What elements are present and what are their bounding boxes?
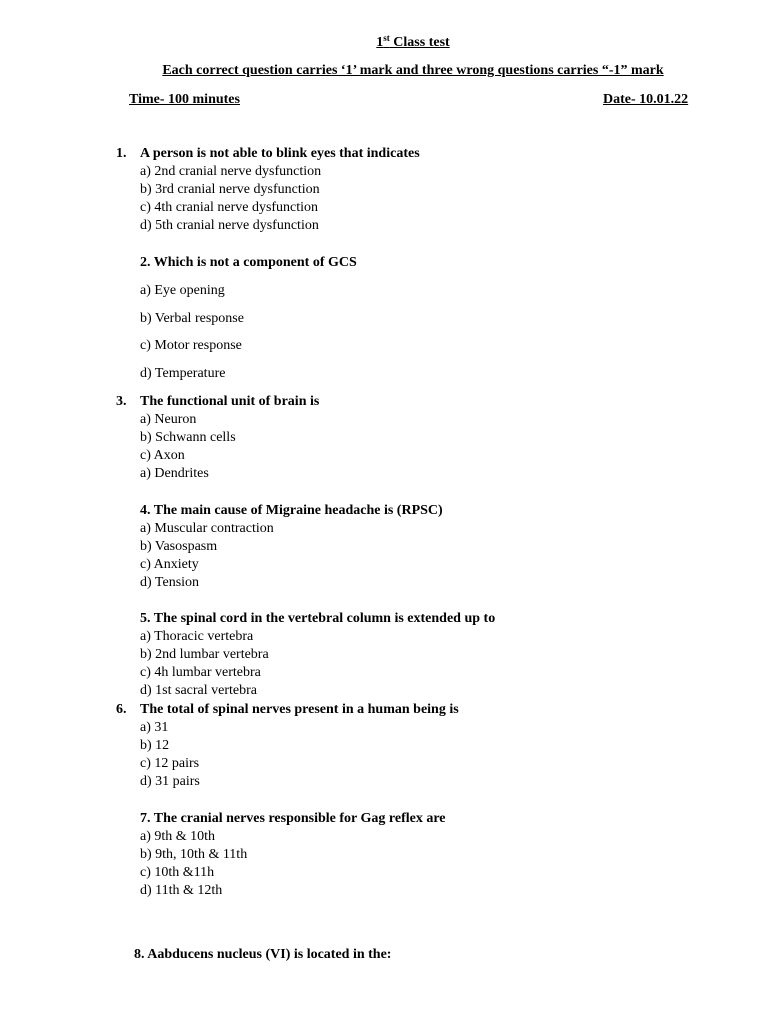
title-prefix: 1 <box>376 35 384 50</box>
question-6-option-b: b) 12 <box>140 738 170 753</box>
question-4-option-b: b) Vasospasm <box>140 539 218 554</box>
question-1-option-c: c) 4th cranial nerve dysfunction <box>140 200 319 215</box>
time-limit: Time- 100 minutes <box>129 92 240 107</box>
question-7-option-c: c) 10th &11h <box>140 865 215 880</box>
question-4-text: 4. The main cause of Migraine headache is (RPSC) <box>140 503 443 518</box>
question-8-text: 8. Aabducens nucleus (VI) is located in the: <box>134 947 392 962</box>
question-2-option-d: d) Temperature <box>140 366 226 381</box>
question-1-option-a: a) 2nd cranial nerve dysfunction <box>140 164 322 179</box>
title-superscript: st <box>383 33 390 43</box>
question-5-option-c: c) 4h lumbar vertebra <box>140 665 261 680</box>
test-date: Date- 10.01.22 <box>603 92 689 107</box>
question-6-text: The total of spinal nerves present in a human being is <box>140 702 459 717</box>
question-7-option-a: a) 9th & 10th <box>140 829 216 844</box>
question-1-number: 1. <box>116 146 127 161</box>
marking-scheme: Each correct question carries ‘1’ mark and three wrong questions carries “-1” mark <box>162 63 664 78</box>
question-4-option-a: a) Muscular contraction <box>140 521 274 536</box>
question-4-option-d: d) Tension <box>140 575 200 590</box>
question-3-option-a: a) Neuron <box>140 412 197 427</box>
question-5-option-d: d) 1st sacral vertebra <box>140 683 257 698</box>
question-6-option-a: a) 31 <box>140 720 169 735</box>
question-1-option-b: b) 3rd cranial nerve dysfunction <box>140 182 320 197</box>
question-7-text: 7. The cranial nerves responsible for Gag reflex are <box>140 811 446 826</box>
question-2-option-b: b) Verbal response <box>140 311 244 326</box>
question-3-option-b: b) Schwann cells <box>140 430 236 445</box>
question-3-text: The functional unit of brain is <box>140 394 320 409</box>
title-rest: Class test <box>389 35 450 50</box>
question-5-text: 5. The spinal cord in the vertebral column is extended up to <box>140 611 496 626</box>
question-7-option-d: d) 11th & 12th <box>140 883 223 898</box>
question-4-option-c: c) Anxiety <box>140 557 199 572</box>
question-1-text: A person is not able to blink eyes that indicates <box>140 146 420 161</box>
question-6-number: 6. <box>116 702 127 717</box>
question-6-option-d: d) 31 pairs <box>140 774 200 789</box>
question-5-option-b: b) 2nd lumbar vertebra <box>140 647 269 662</box>
page-title <box>0 34 768 52</box>
question-2-text: 2. Which is not a component of GCS <box>140 255 357 270</box>
question-3-option-c: c) Axon <box>140 448 185 463</box>
question-5-option-a: a) Thoracic vertebra <box>140 629 254 644</box>
question-6-option-c: c) 12 pairs <box>140 756 200 771</box>
question-7-option-b: b) 9th, 10th & 11th <box>140 847 248 862</box>
question-1-option-d: d) 5th cranial nerve dysfunction <box>140 218 319 233</box>
question-2-option-a: a) Eye opening <box>140 283 225 298</box>
question-3-option-d: a) Dendrites <box>140 466 209 481</box>
question-3-number: 3. <box>116 394 127 409</box>
question-2-option-c: c) Motor response <box>140 338 242 353</box>
